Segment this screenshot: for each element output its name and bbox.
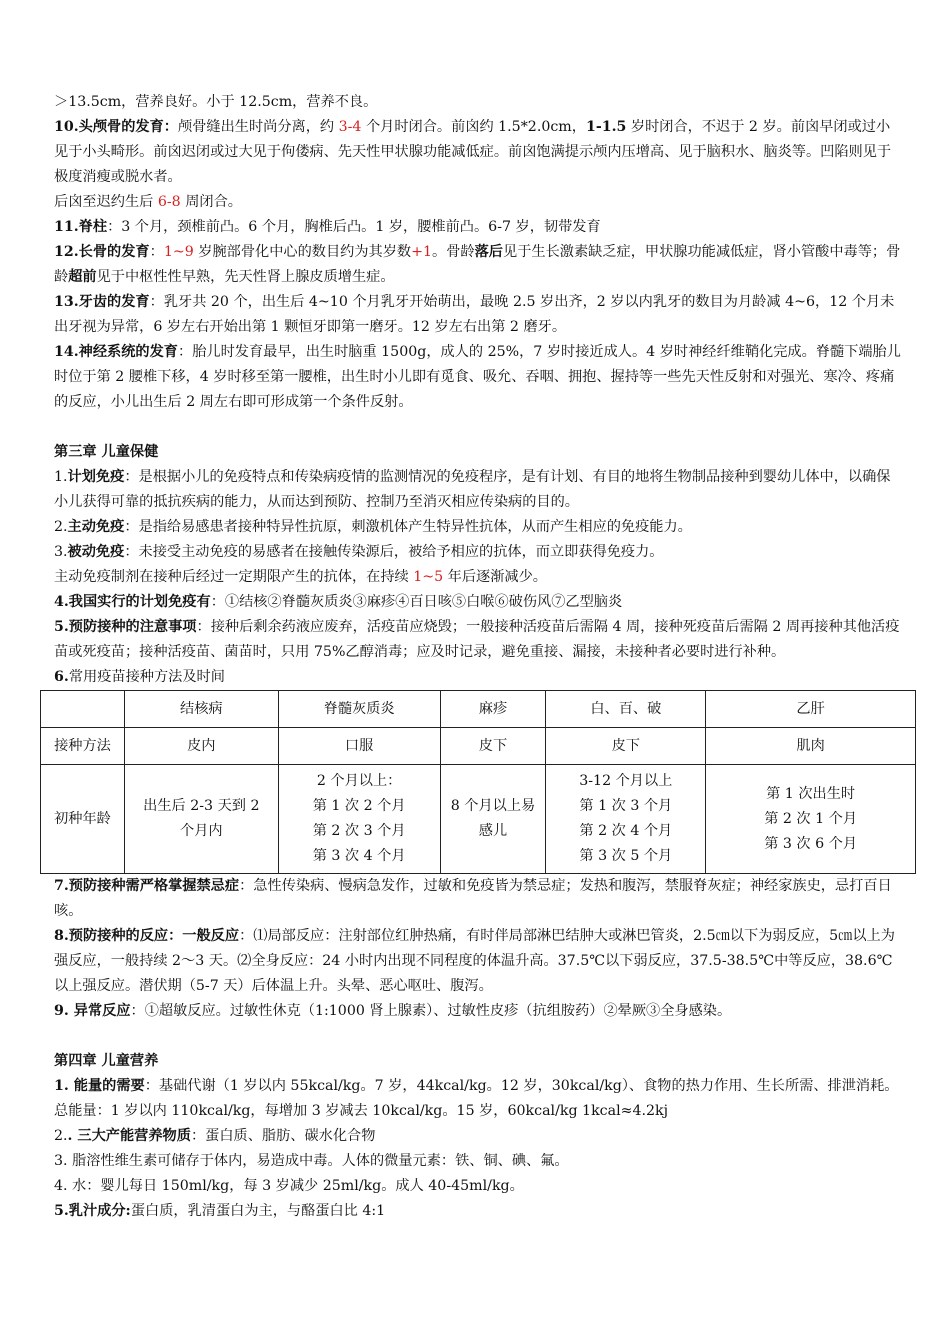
- cell-line: 第 1 次出生时: [766, 785, 856, 802]
- cell-line: 第 1 次 2 个月: [312, 798, 406, 814]
- skull-title: 10.头颅骨的发育：: [54, 119, 178, 135]
- paragraph-vaccination-notes: [54, 615, 902, 665]
- text: 颅骨缝出生时尚分离，约: [178, 119, 339, 135]
- paragraph-posterior-fontanelle: [54, 190, 902, 215]
- paragraph-head-size: [54, 90, 902, 115]
- cell-line: 第 2 次 1 个月: [764, 810, 858, 827]
- document-page: [54, 90, 902, 1224]
- paragraph-nervous: [54, 340, 902, 415]
- cell-line: 3-12 个月以上: [579, 773, 673, 789]
- macronutrients-title: . 三大产能营养物质: [67, 1128, 191, 1144]
- text: ：是根据小儿的免疫特点和传染病疫情的监测情况的免疫程序，是有计划、有目的地将生物制品接种到婴幼儿体中，以确保小儿获得可靠的抵抗疾病的能力，从而达到预防、控制乃至消灭相应传染病的目的。: [54, 469, 891, 510]
- paragraph-planned-immunization: [54, 465, 902, 515]
- table-cell: 结核病: [124, 691, 278, 728]
- paragraph-total-energy: [54, 1099, 902, 1124]
- highlight-red: 6-8: [157, 194, 181, 210]
- cell-line: 2 个月以上：: [316, 773, 402, 789]
- contraindications-title: 7.预防接种需严格掌握禁忌症: [54, 878, 240, 894]
- spine-title: 11.脊柱: [54, 219, 108, 235]
- cell-line: 第 3 次 6 个月: [764, 835, 858, 852]
- text: 蛋白质，乳清蛋白为主，与酪蛋白比 4:1: [130, 1203, 386, 1219]
- text: 常用疫苗接种方法及时间: [68, 669, 225, 685]
- table-cell: [41, 691, 125, 728]
- abnormal-reactions-title: 9. 异常反应: [54, 1003, 131, 1019]
- paragraph-energy: [54, 1074, 902, 1099]
- table-row: [41, 728, 916, 765]
- table-cell: 皮下: [440, 728, 546, 765]
- text: ：基础代谢（1 岁以内 55kcal/kg。7 岁，44kcal/kg。12 岁，30kcal/kg）、食物的热力作用、生长所需、排泄消耗。: [144, 1078, 899, 1094]
- paragraph-abnormal-reactions: [54, 999, 902, 1024]
- cell-line: 感儿: [478, 823, 508, 839]
- text: ：乳牙共 20 个，出生后 4~10 个月乳牙开始萌出，最晚 2.5 岁出齐，2 岁以内乳牙的数目为月龄减 4~6，12 个月未出牙视为异常，6 岁左右开始出第 1 颗恒牙即第一磨牙。12 岁左右出第 2 磨牙。: [54, 294, 895, 335]
- text: 后囟至迟约生后: [54, 194, 158, 210]
- text: 见于生长激素缺乏症，甲状腺功能减低症，肾小管酸中毒等；骨龄: [54, 244, 901, 285]
- nervous-title: 14.神经系统的发育: [54, 344, 178, 360]
- teeth-title: 13.牙齿的发育: [54, 294, 150, 310]
- text: 年后逐渐减少。: [443, 569, 547, 585]
- text: 6.: [54, 669, 69, 685]
- text: ：未接受主动免疫的易感者在接触传染源后，被给予相应的抗体，而立即获得免疫力。: [124, 544, 664, 560]
- text: 主动免疫制剂在接种后经过一定期限产生的抗体，在持续: [54, 569, 414, 585]
- text: 见于中枢性性早熟，先天性肾上腺皮质增生症。: [96, 269, 395, 285]
- paragraph-vitamins: [54, 1149, 902, 1174]
- table-cell: [546, 765, 706, 874]
- text: 2.: [54, 1128, 68, 1144]
- text: 3.: [54, 544, 68, 560]
- text: 1.: [54, 469, 68, 485]
- cell-line: 第 1 次 3 个月: [579, 798, 673, 814]
- table-cell: 皮内: [124, 728, 278, 765]
- text: 岁时闭合，不迟于 2 岁。前囟早闭或过小见于小头畸形。前囟迟闭或过大见于佝偻病、先天性甲状腺功能减低症。前囟饱满提示颅内压增高、见于脑积水、脑炎等。凹陷则见于极度消瘦或脱水者。: [54, 119, 892, 185]
- highlight-red: 1~5: [413, 569, 444, 585]
- text: ：⑴局部反应：注射部位红肿热痛，有时伴局部淋巴结肿大或淋巴管炎，2.5㎝以下为弱反应，5㎝以上为强反应，一般持续 2～3 天。⑵全身反应：24 小时内出现不同程度的体温升高。37.5℃以下弱反应，37.5-38.5℃中等反应，38.6℃以上强反应。潜伏期（5-7 天）后体温上升。头晕、恶心呕吐、腹泻。: [54, 928, 895, 994]
- table-cell: 肌肉: [706, 728, 916, 765]
- text: ：①结核②脊髓灰质炎③麻疹④百日咳⑤白喉⑥破伤风⑦乙型脑炎: [210, 594, 623, 610]
- vaccine-schedule-table: [40, 690, 916, 874]
- table-cell: 接种方法: [41, 728, 125, 765]
- text: 3. 脂溶性维生素可储存于体内，易造成中毒。人体的微量元素：铁、铜、碘、氟。: [54, 1153, 569, 1169]
- text: ：蛋白质、脂肪、碳水化合物: [190, 1128, 376, 1144]
- paragraph-passive-immunity: [54, 540, 902, 565]
- text: ＞13.5cm，营养良好。小于 12.5cm，营养不良。: [54, 94, 378, 110]
- paragraph-water: [54, 1174, 902, 1199]
- paragraph-national-program: [54, 590, 902, 615]
- highlight-bold: 超前: [68, 269, 97, 285]
- paragraph-contraindications: [54, 874, 902, 924]
- table-cell: 乙肝: [706, 691, 916, 728]
- cell-line: 第 2 次 4 个月: [579, 823, 673, 839]
- table-cell: [278, 765, 440, 874]
- text: 。骨龄: [432, 244, 475, 260]
- milk-title: 5.乳汁成分:: [54, 1203, 131, 1219]
- planned-immunization-title: 计划免疫: [67, 469, 125, 485]
- text: 周闭合。: [180, 194, 242, 210]
- table-cell: 初种年龄: [41, 765, 125, 874]
- paragraph-macronutrients: [54, 1124, 902, 1149]
- cell-line: 第 3 次 5 个月: [579, 848, 673, 864]
- text: ：3 个月，颈椎前凸。6 个月，胸椎后凸。1 岁，腰椎前凸。6-7 岁，韧带发育: [107, 219, 601, 235]
- text: 4. 水：婴儿每日 150ml/kg，每 3 岁减少 25ml/kg。成人 40-45ml/kg。: [54, 1178, 524, 1194]
- paragraph-active-immunity: [54, 515, 902, 540]
- paragraph-reactions: [54, 924, 902, 999]
- table-cell: [124, 765, 278, 874]
- cell-line: 出生后 2-3 天到 2: [143, 798, 260, 814]
- paragraph-vaccine-schedule: [54, 665, 902, 690]
- cell-line: 第 3 次 4 个月: [312, 848, 406, 864]
- table-header-row: [41, 691, 916, 728]
- table-cell: 皮下: [546, 728, 706, 765]
- text: 个月时闭合。前囟约 1.5*2.0cm，: [361, 119, 586, 135]
- vaccination-notes-title: 5.预防接种的注意事项: [54, 619, 197, 635]
- table-cell: 口服: [278, 728, 440, 765]
- paragraph-skull: [54, 115, 902, 190]
- active-immunity-title: 主动免疫: [67, 519, 125, 535]
- text: 总能量：1 岁以内 110kcal/kg，每增加 3 岁减去 10kcal/kg。15 岁，60kcal/kg 1kcal≈4.2kj: [54, 1103, 669, 1119]
- reactions-title: 8.预防接种的反应：一般反应: [54, 928, 240, 944]
- cell-line: 第 2 次 3 个月: [312, 823, 406, 839]
- long-bone-title: 12.长骨的发育: [54, 244, 150, 260]
- energy-title: 1. 能量的需要: [54, 1078, 145, 1094]
- paragraph-teeth: [54, 290, 902, 340]
- text: ：胎儿时发育最早，出生时脑重 1500g，成人的 25%，7 岁时接近成人。4 岁时神经纤维鞘化完成。脊髓下端胎儿时位于第 2 腰椎下移，4 岁时移至第一腰椎，出生时小儿即有觅食、吸允、吞咽、拥抱、握持等一些先天性反射和对强光、寒冷、疼痛的反应，小儿出生后 2 周左右即可形成第一个条件反射。: [54, 344, 901, 410]
- highlight-red: +1: [411, 244, 433, 260]
- cell-line: 8 个月以上易: [450, 798, 536, 814]
- chapter4-heading: 第四章 儿童营养: [54, 1053, 159, 1069]
- text: 2.: [54, 519, 68, 535]
- highlight-bold: 1-1.5: [585, 119, 627, 135]
- cell-line: 个月内: [180, 823, 223, 839]
- passive-immunity-title: 被动免疫: [67, 544, 125, 560]
- text: 岁腕部骨化中心的数目约为其岁数: [193, 244, 412, 260]
- highlight-red: 1~9: [163, 244, 194, 260]
- highlight-red: 3-4: [338, 119, 362, 135]
- paragraph-long-bone: [54, 240, 902, 290]
- table-cell: [440, 765, 546, 874]
- table-cell: 脊髓灰质炎: [278, 691, 440, 728]
- table-cell: 白、百、破: [546, 691, 706, 728]
- text: ：接种后剩余药液应废弃，活疫苗应烧毁；一般接种活疫苗后需隔 4 周，接种死疫苗后需隔 2 周再接种其他活疫苗或死疫苗；接种活疫苗、菌苗时，只用 75%乙醇消毒；应及时记录，避免重接、漏接，未接种者必要时进行补种。: [54, 619, 900, 660]
- paragraph-antibody-duration: [54, 565, 902, 590]
- table-row: [41, 765, 916, 874]
- text: ：是指给易感患者接种特异性抗原，刺激机体产生特异性抗体，从而产生相应的免疫能力。: [124, 519, 692, 535]
- paragraph-spine: [54, 215, 902, 240]
- chapter3-heading: 第三章 儿童保健: [54, 444, 159, 460]
- highlight-bold: 落后: [474, 244, 503, 260]
- table-cell: 麻疹: [440, 691, 546, 728]
- text: ：: [149, 244, 164, 260]
- national-program-title: 4.我国实行的计划免疫有: [54, 594, 211, 610]
- table-cell: [706, 765, 916, 874]
- text: ：急性传染病、慢病急发作，过敏和免疫皆为禁忌症；发热和腹泻，禁服脊灰症；神经家族史，忌打百日咳。: [54, 878, 892, 919]
- paragraph-milk: [54, 1199, 902, 1224]
- text: ：①超敏反应。过敏性休克（1:1000 肾上腺素）、过敏性皮疹（抗组胺药）②晕厥③全身感染。: [130, 1003, 732, 1019]
